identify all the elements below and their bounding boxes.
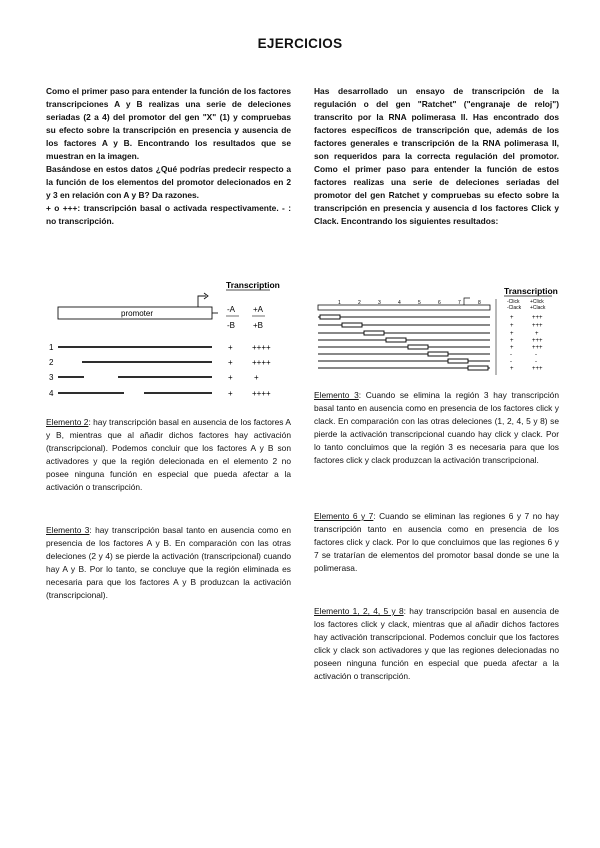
svg-text:+: +: [510, 345, 514, 351]
left-intro-paragraph-3: + o +++: transcripción basal o activada respectivamente. - : no transcripción.: [46, 203, 291, 226]
left-intro-paragraph-2: Basándose en estos datos ¿Qué podrías predecir respecto a la función de los elementos del promotor delecionados en 2 y 3 en relación con A y B? Da razones.: [46, 164, 291, 200]
right-e1-title: Elemento 1, 2, 4, 5 y 8: [314, 606, 404, 616]
left-intro-paragraph-1: Como el primer paso para entender la función de los factores transcripciones A y B realizas una serie de deleciones seriadas (2 a 4) del promotor del gen "X" (1) y compruebas su efecto sobre la transcripción en presencia y ausencia de los factores A y B. Encontrando los resultados que se muestran en la imagen.: [46, 86, 291, 161]
right-e67-title: Elemento 6 y 7: [314, 511, 374, 521]
promoter-label: promoter: [121, 309, 154, 318]
svg-text:2: 2: [49, 358, 54, 367]
svg-text:+: +: [228, 343, 233, 352]
svg-text:+++: +++: [532, 345, 543, 351]
svg-text:++++: ++++: [252, 358, 271, 367]
svg-text:+++: +++: [532, 338, 543, 344]
right-e3-text: : Cuando se elimina la región 3 hay transcripción basal tanto en ausencia como en presencia de los factores click y clack. En comparación con las otras deleciones (1, 2, 4, 5 y 8) se pierde la activación transcripcional cuando hay click y clack. Por lo tanto concluimos que la región 3 es necesaria para que los factores click y clack produzcan la activación transcripcional.: [314, 390, 559, 465]
svg-text:+: +: [228, 358, 233, 367]
right-intro: [314, 85, 559, 228]
svg-text:+++: +++: [532, 315, 543, 321]
svg-text:+: +: [228, 389, 233, 398]
col1-top: -A: [227, 305, 235, 314]
svg-text:+: +: [510, 323, 514, 329]
left-e3-text: : hay transcripción basal tanto en ausencia como en presencia de los factores A y B. En comparación con las otras deleciones (2 y 4) se pierde la activación (transcripcional) cuando hay A y B. Por lo tanto, se concluye que la región eliminada es necesaria para que los factores A y B produzcan la activación (transcripcional).: [46, 525, 291, 600]
left-figure: [46, 278, 286, 413]
left-row-3: [49, 373, 259, 382]
svg-text:+: +: [254, 373, 259, 382]
left-answer-element-2: [46, 416, 291, 494]
svg-text:4: 4: [398, 300, 401, 306]
svg-text:-: -: [510, 359, 512, 365]
svg-text:+: +: [228, 373, 233, 382]
right-figure: [314, 285, 560, 380]
svg-text:-: -: [535, 352, 537, 358]
left-intro: [46, 85, 291, 228]
right-col1-a: -Click: [507, 299, 520, 305]
right-results: [510, 315, 543, 372]
col2-top: +A: [253, 305, 264, 314]
svg-text:-: -: [510, 352, 512, 358]
col1-bot: -B: [227, 321, 235, 330]
svg-text:2: 2: [358, 300, 361, 306]
right-col2-a: +Click: [530, 299, 544, 305]
svg-text:++++: ++++: [252, 343, 271, 352]
svg-text:1: 1: [49, 343, 54, 352]
right-answer-element-1-2-4-5-8: [314, 605, 559, 683]
svg-text:+: +: [510, 331, 514, 337]
left-answer-element-3: [46, 524, 291, 602]
svg-text:3: 3: [49, 373, 54, 382]
right-answer-element-3: [314, 389, 559, 467]
svg-text:3: 3: [378, 300, 381, 306]
svg-text:5: 5: [418, 300, 421, 306]
right-e1-text: : hay transcripción basal en ausencia de los factores click y clack, mientras que al añadir dichos factores hay activación transcripcional. Podemos concluir que los factores click y clack son activadores y que las regiones delecionadas no poseen ninguna función en especial que pueda afectar a la activación o transcripción.: [314, 606, 559, 681]
left-row-1: [49, 343, 271, 352]
left-row-4: [49, 389, 271, 398]
svg-text:+++: +++: [532, 366, 543, 372]
deletion-rows: [318, 315, 490, 370]
left-row-2: [49, 358, 271, 367]
svg-text:++++: ++++: [252, 389, 271, 398]
page-title: EJERCICIOS: [257, 36, 343, 51]
left-fig-header: Transcription: [226, 280, 280, 290]
left-e2-title: Elemento 2: [46, 417, 89, 427]
svg-text:+: +: [510, 366, 514, 372]
svg-text:6: 6: [438, 300, 441, 306]
svg-text:+: +: [510, 338, 514, 344]
svg-text:7: 7: [458, 300, 461, 306]
left-e3-title: Elemento 3: [46, 525, 90, 535]
svg-text:4: 4: [49, 389, 54, 398]
svg-text:+++: +++: [532, 323, 543, 329]
left-e2-text: : hay transcripción basal en ausencia de los factores A y B, mientras que al añadir dichos factores hay activación (transcripcional). Podemos concluir que los factores A y B son activadores y que la región delecionada en el elemento 2 no posee ninguna función en especial que pueda afectar a la activación o transcripción.: [46, 417, 292, 492]
tss-arrow-icon: [198, 296, 206, 307]
right-e3-title: Elemento 3: [314, 390, 359, 400]
svg-text:+: +: [510, 315, 514, 321]
right-answer-element-6-7: [314, 510, 559, 575]
svg-text:-: -: [535, 359, 537, 365]
right-fig-header: Transcription: [504, 286, 558, 296]
right-col2-b: +Clack: [530, 305, 546, 311]
right-intro-paragraph: Has desarrollado un ensayo de transcripción de la regulación o del gen "Ratchet" ("engranaje de reloj") transcrito por la RNA polimerasa II. Has encontrado dos factores específicos de transcripción que, además de los factores generales e transcripción de la RNA polimerasa II, son requeridos para la correcta regulación del promotor. Como el primer paso para entender la función de estos factores realizas una serie de deleciones seriadas del promotor del gen Ratchet y compruebas su efecto sobre la transcripción en presencia y ausencia d los factores Click y Clack. Encontrando los siguientes resultados:: [314, 86, 559, 226]
right-e67-text: : Cuando se eliminan las regiones 6 y 7 no hay transcripción tanto en ausencia como en presencia de los factores click y clack. Por lo que concluimos que las regiones 6 y 7 se tratarían de elementos del promotor basal donde se une la polimerasa.: [314, 511, 559, 573]
svg-text:+: +: [535, 331, 539, 337]
right-tss-arrow-icon: [464, 298, 470, 305]
col2-bot: +B: [253, 321, 264, 330]
svg-text:1: 1: [338, 300, 341, 306]
svg-text:8: 8: [478, 300, 481, 306]
right-col1-b: -Clack: [507, 305, 522, 311]
